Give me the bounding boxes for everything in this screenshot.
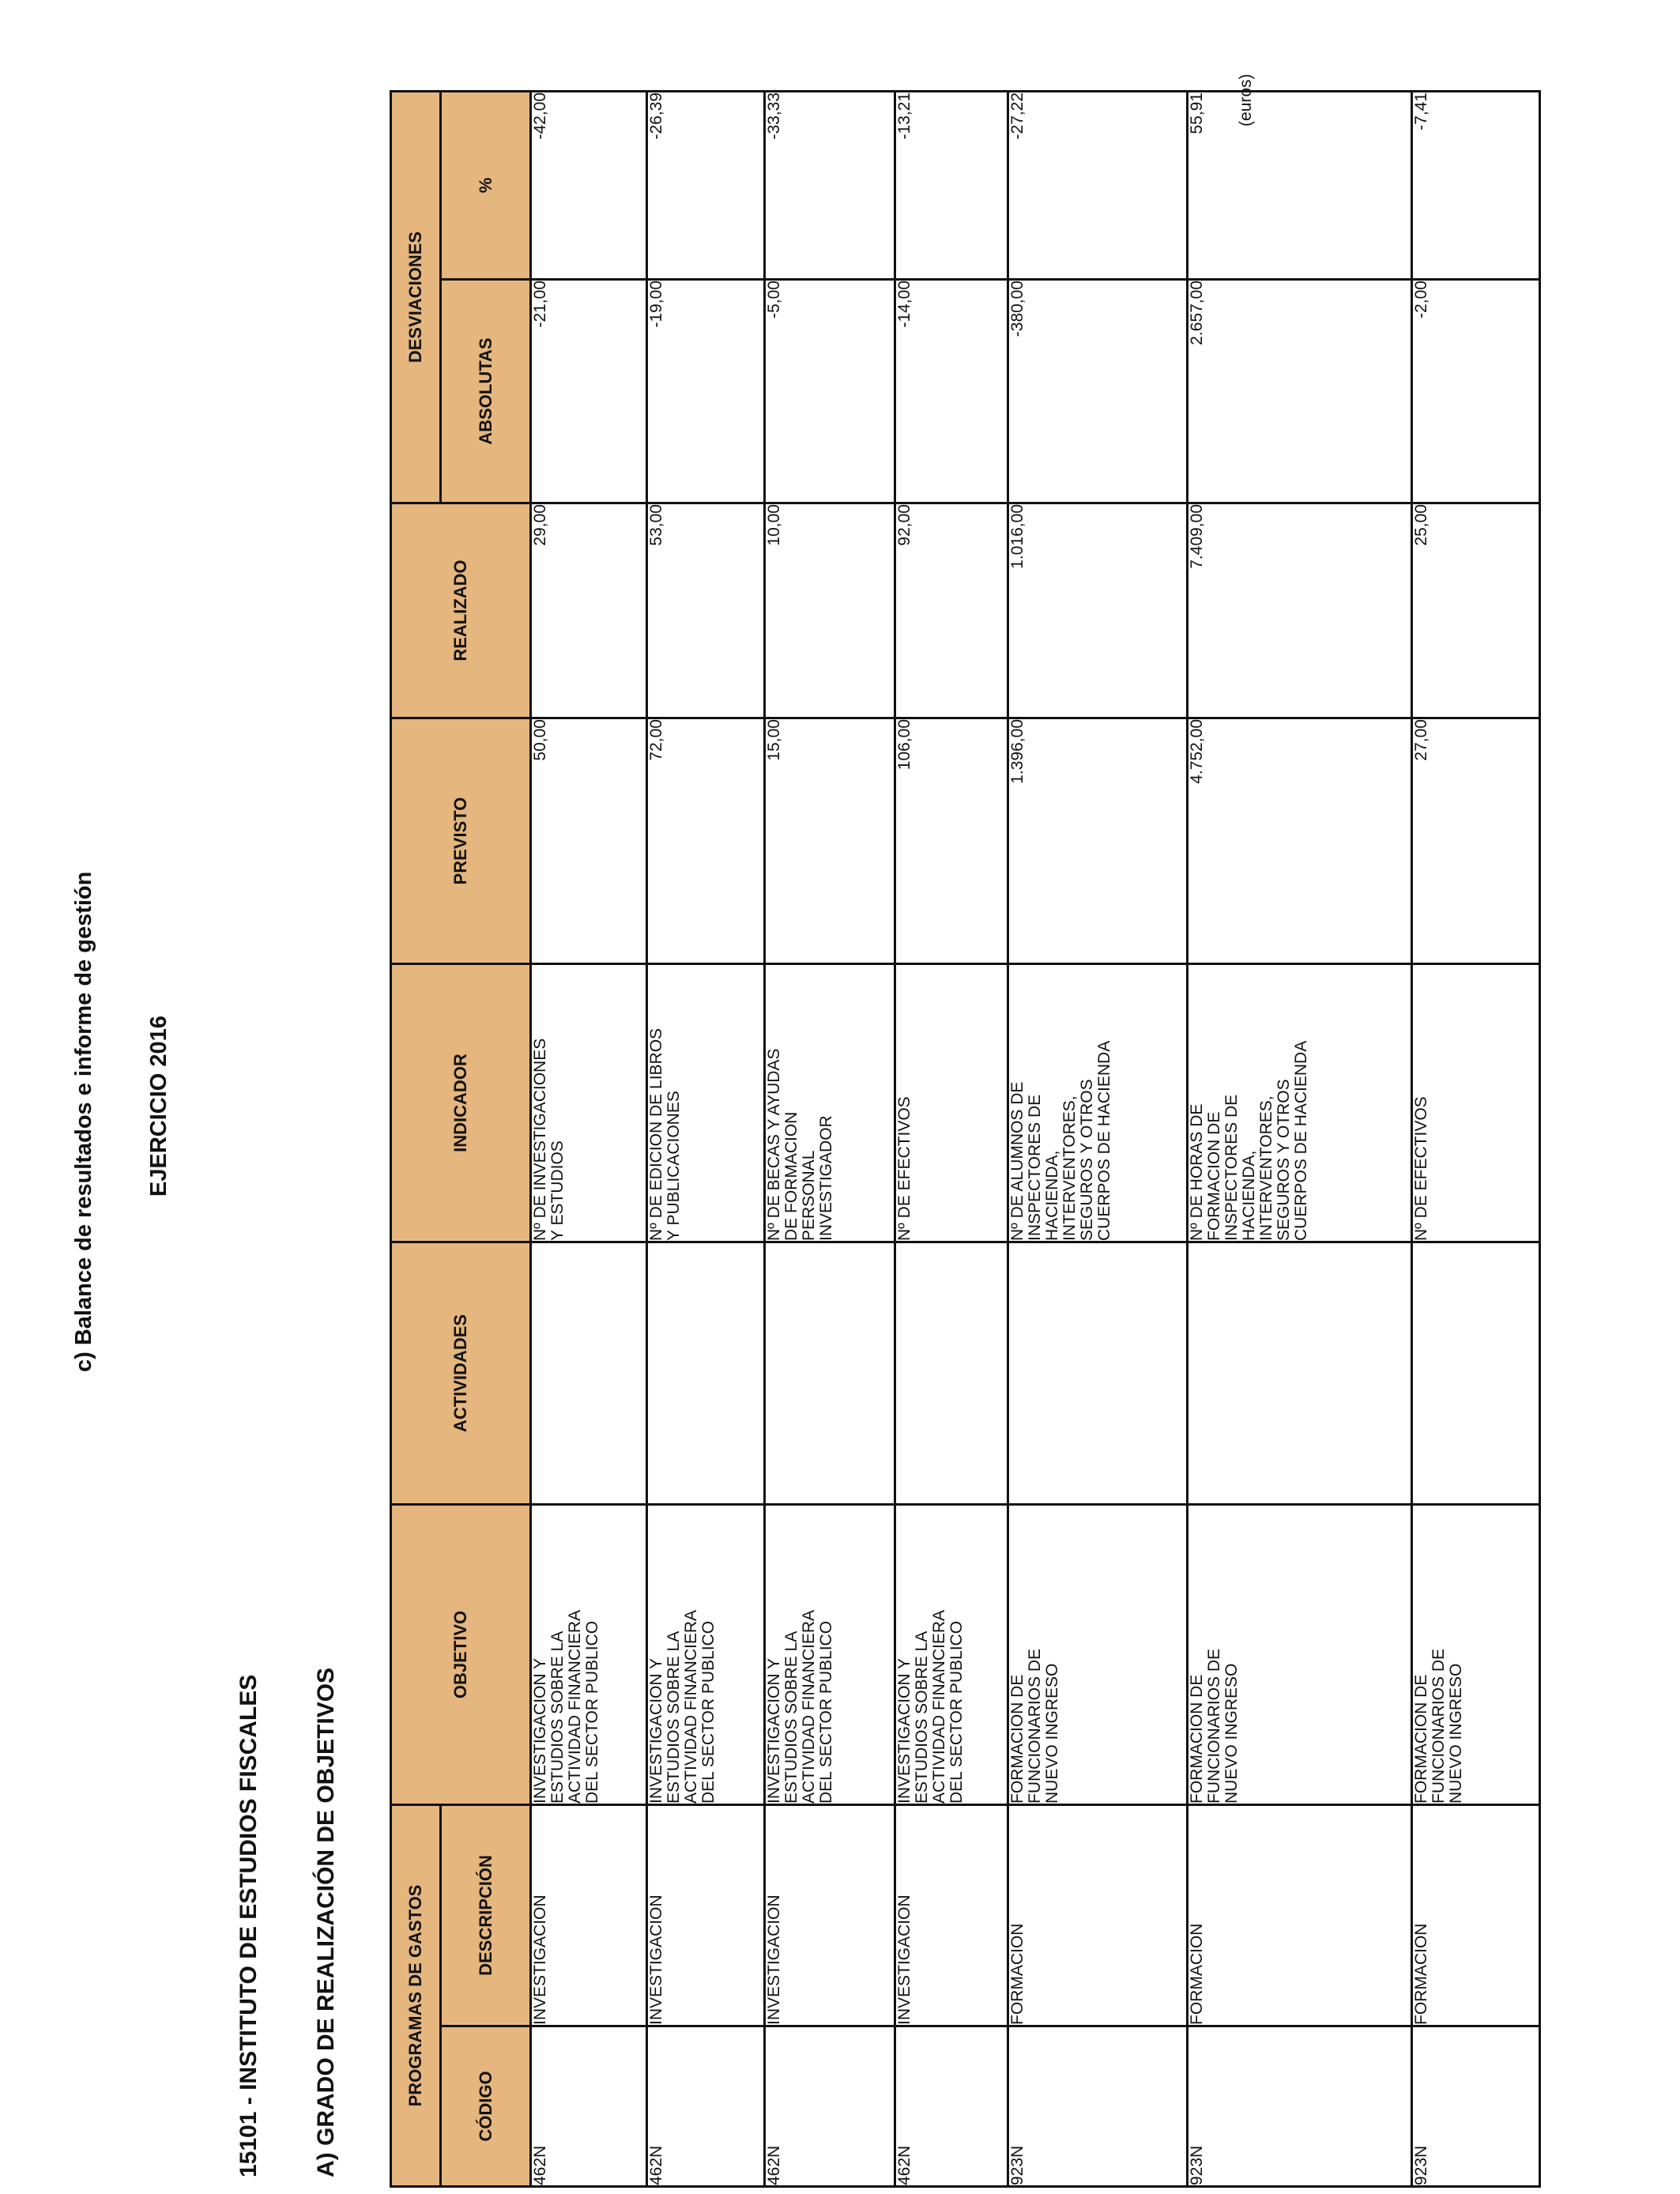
descripcion-cell: INVESTIGACION [765, 1805, 895, 2026]
objetivo-cell-line: FUNCIONARIOS DE [1026, 1648, 1044, 1804]
indicador-cell-line: INVESTIGADOR [817, 1115, 835, 1241]
objetivo-cell [647, 1505, 765, 1805]
indicador-cell-line: INSPECTORES DE [1026, 1094, 1044, 1241]
table-header [391, 92, 531, 2187]
section-heading: A) GRADO DE REALIZACIÓN DE OBJETIVOS [313, 1667, 339, 2177]
header-previsto: PREVISTO [391, 718, 531, 964]
realizado-cell: 7.409,00 [1188, 503, 1412, 718]
codigo-cell: 462N [765, 2026, 895, 2187]
header-row-group [391, 92, 441, 2187]
header-desviaciones: DESVIACIONES [391, 92, 441, 503]
indicador-cell-line: Nº DE ALUMNOS DE [1008, 1081, 1026, 1241]
porcentaje-cell: -26,39 [647, 92, 765, 280]
descripcion-cell: INVESTIGACION [895, 1805, 1008, 2026]
indicador-cell [1188, 964, 1412, 1242]
table-row [531, 92, 647, 2187]
indicador-cell-line: Nº DE BECAS Y AYUDAS [765, 1048, 783, 1241]
units-label: (euros) [1237, 74, 1255, 126]
indicador-cell-line: PERSONAL [800, 1150, 818, 1241]
header-programas-de-gastos: PROGRAMAS DE GASTOS [391, 1805, 441, 2187]
objetivo-cell-line: ACTIVIDAD FINANCIERA [800, 1609, 818, 1804]
realizado-cell: 25,00 [1412, 503, 1540, 718]
objetivo-cell-line: DEL SECTOR PUBLICO [583, 1620, 601, 1804]
codigo-cell: 923N [1412, 2026, 1540, 2187]
table-row [895, 92, 1008, 2187]
objetivo-cell-line: ACTIVIDAD FINANCIERA [566, 1609, 584, 1804]
previsto-cell: 27,00 [1412, 718, 1540, 964]
indicador-cell [531, 964, 647, 1242]
objetivo-cell-line: FUNCIONARIOS DE [1205, 1648, 1223, 1804]
absolutas-cell: -14,00 [895, 280, 1008, 503]
header-indicador: INDICADOR [391, 964, 531, 1242]
porcentaje-cell: -27,22 [1008, 92, 1188, 280]
indicador-cell [647, 964, 765, 1242]
objetivo-cell-line: FORMACION DE [1008, 1674, 1026, 1804]
porcentaje-cell: -7,41 [1412, 92, 1540, 280]
objetivo-cell [895, 1505, 1008, 1805]
objetivo-cell-line: FUNCIONARIOS DE [1430, 1648, 1448, 1804]
objetivo-cell-line: NUEVO INGRESO [1222, 1663, 1241, 1804]
realizado-cell: 1.016,00 [1008, 503, 1188, 718]
indicador-cell-line: FORMACION DE [1205, 1111, 1223, 1241]
indicador-cell-line: HACIENDA, [1043, 1150, 1061, 1241]
codigo-cell: 462N [531, 2026, 647, 2187]
descripcion-cell: FORMACION [1188, 1805, 1412, 2026]
indicador-cell [1008, 964, 1188, 1242]
actividades-cell [647, 1242, 765, 1505]
objetivo-cell-line: FORMACION DE [1188, 1674, 1206, 1804]
table-row [647, 92, 765, 2187]
indicador-cell-line: Nº DE INVESTIGACIONES [531, 1038, 549, 1241]
objetivo-cell-line: INVESTIGACION Y [647, 1658, 665, 1804]
header-descripcion: DESCRIPCIÓN [441, 1805, 531, 2026]
indicador-cell-line: INTERVENTORES, [1257, 1095, 1275, 1241]
porcentaje-cell: -42,00 [531, 92, 647, 280]
realizado-cell: 92,00 [895, 503, 1008, 718]
absolutas-cell: -21,00 [531, 280, 647, 503]
header-codigo: CÓDIGO [441, 2026, 531, 2187]
objetivo-cell-line: INVESTIGACION Y [765, 1658, 783, 1804]
organization-heading: 15101 - INSTITUTO DE ESTUDIOS FISCALES [235, 1674, 262, 2177]
descripcion-cell: FORMACION [1412, 1805, 1540, 2026]
indicador-cell-line: SEGUROS Y OTROS [1078, 1079, 1096, 1241]
indicador-cell [765, 964, 895, 1242]
indicador-cell-line: Nº DE EFECTIVOS [1412, 1096, 1430, 1241]
previsto-cell: 50,00 [531, 718, 647, 964]
objetivo-cell [531, 1505, 647, 1805]
descripcion-cell: FORMACION [1008, 1805, 1188, 2026]
actividades-cell [1188, 1242, 1412, 1505]
objetivo-cell-line: ACTIVIDAD FINANCIERA [930, 1609, 948, 1804]
realizado-cell: 10,00 [765, 503, 895, 718]
objetivo-cell-line: INVESTIGACION Y [895, 1658, 913, 1804]
actividades-cell [895, 1242, 1008, 1505]
indicador-cell-line: HACIENDA, [1240, 1150, 1258, 1241]
porcentaje-cell: -33,33 [765, 92, 895, 280]
indicador-cell-line: INSPECTORES DE [1222, 1094, 1241, 1241]
codigo-cell: 462N [647, 2026, 765, 2187]
objetivo-cell [1412, 1505, 1540, 1805]
objetivo-cell-line: DEL SECTOR PUBLICO [817, 1620, 835, 1804]
header-realizado: REALIZADO [391, 503, 531, 718]
table-row [1188, 92, 1412, 2187]
report-title: c) Balance de resultados e informe de gestión [71, 871, 96, 1372]
indicador-cell-line: Nº DE EFECTIVOS [895, 1096, 913, 1241]
absolutas-cell: -380,00 [1008, 280, 1188, 503]
objetivo-cell-line: ACTIVIDAD FINANCIERA [682, 1609, 700, 1804]
objetivo-cell-line: INVESTIGACION Y [531, 1658, 549, 1804]
indicador-cell-line: Nº DE HORAS DE [1188, 1103, 1206, 1241]
table-row [1008, 92, 1188, 2187]
descripcion-cell: INVESTIGACION [531, 1805, 647, 2026]
indicador-cell-line: SEGUROS Y OTROS [1275, 1079, 1293, 1241]
fiscal-year-heading: EJERCICIO 2016 [146, 1016, 171, 1197]
codigo-cell: 923N [1188, 2026, 1412, 2187]
indicador-cell-line: Y ESTUDIOS [548, 1140, 567, 1241]
header-actividades: ACTIVIDADES [391, 1242, 531, 1505]
indicador-cell-line: CUERPOS DE HACIENDA [1095, 1040, 1113, 1241]
indicador-cell-line: Nº DE EDICION DE LIBROS [647, 1027, 665, 1241]
realizado-cell: 53,00 [647, 503, 765, 718]
absolutas-cell: -5,00 [765, 280, 895, 503]
indicador-cell-line: INTERVENTORES, [1060, 1095, 1079, 1241]
porcentaje-cell: -13,21 [895, 92, 1008, 280]
table-row [1412, 92, 1540, 2187]
absolutas-cell: -19,00 [647, 280, 765, 503]
objetivo-cell-line: DEL SECTOR PUBLICO [699, 1620, 718, 1804]
objetivo-cell-line: FORMACION DE [1412, 1674, 1430, 1804]
previsto-cell: 1.396,00 [1008, 718, 1188, 964]
previsto-cell: 4.752,00 [1188, 718, 1412, 964]
indicador-cell-line: DE FORMACION [782, 1111, 800, 1241]
indicador-cell-line: Y PUBLICACIONES [665, 1091, 683, 1241]
objetivo-cell-line: ESTUDIOS SOBRE LA [913, 1630, 931, 1804]
objectives-table [390, 90, 1541, 2188]
objetivo-cell [765, 1505, 895, 1805]
codigo-cell: 923N [1008, 2026, 1188, 2187]
header-absolutas: ABSOLUTAS [441, 280, 531, 503]
descripcion-cell: INVESTIGACION [647, 1805, 765, 2026]
objetivo-cell-line: ESTUDIOS SOBRE LA [665, 1630, 683, 1804]
previsto-cell: 15,00 [765, 718, 895, 964]
header-porcentaje: % [441, 92, 531, 280]
previsto-cell: 72,00 [647, 718, 765, 964]
objetivo-cell [1008, 1505, 1188, 1805]
indicador-cell-line: CUERPOS DE HACIENDA [1292, 1040, 1310, 1241]
indicador-cell [895, 964, 1008, 1242]
absolutas-cell: 2.657,00 [1188, 280, 1412, 503]
objetivo-cell-line: ESTUDIOS SOBRE LA [782, 1630, 800, 1804]
indicador-cell [1412, 964, 1540, 1242]
actividades-cell [531, 1242, 647, 1505]
porcentaje-cell: 55,91 [1188, 92, 1412, 280]
objetivo-cell-line: ESTUDIOS SOBRE LA [548, 1630, 567, 1804]
objetivo-cell-line: NUEVO INGRESO [1043, 1663, 1061, 1804]
header-objetivo: OBJETIVO [391, 1505, 531, 1805]
actividades-cell [1008, 1242, 1188, 1505]
objetivo-cell [1188, 1505, 1412, 1805]
codigo-cell: 462N [895, 2026, 1008, 2187]
actividades-cell [765, 1242, 895, 1505]
realizado-cell: 29,00 [531, 503, 647, 718]
table-row [765, 92, 895, 2187]
previsto-cell: 106,00 [895, 718, 1008, 964]
table-body [531, 92, 1540, 2187]
objetivo-cell-line: NUEVO INGRESO [1447, 1663, 1465, 1804]
objetivo-cell-line: DEL SECTOR PUBLICO [947, 1620, 966, 1804]
absolutas-cell: -2,00 [1412, 280, 1540, 503]
actividades-cell [1412, 1242, 1540, 1505]
